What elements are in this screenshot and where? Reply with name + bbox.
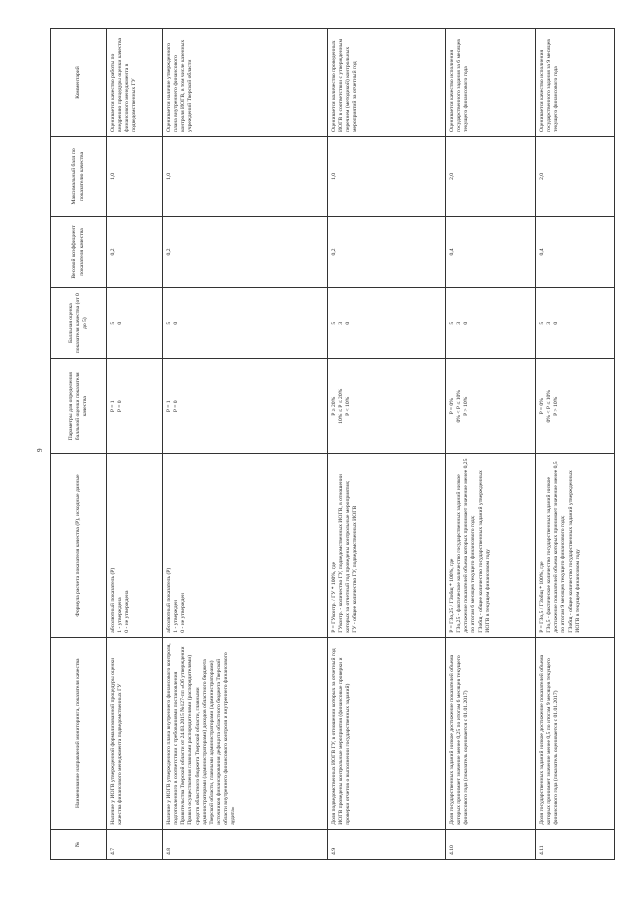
formula-text: P = ГЗо,5 / ГЗобщ * 100%, где ГЗо,5 - фактическое количество государственных заданий низкое достижение показателей объема которых принимает значение менее 0,5 по итогам 9 месяцев текущего финансового года; ГЗобщ - общее количество государственных заданий утвержденных ИОГВ в текущем финансовом году	[539, 461, 581, 633]
row-params	[163, 359, 328, 454]
formula-text: абсолютный показатель (P) 1 - утвержден 0 - не утвержден	[166, 567, 187, 633]
row-max: 1,0	[107, 136, 163, 216]
row-comment: Оценивается качество исполнения государственного задания за 9 месяцев текущего финансового года	[536, 29, 615, 137]
row-formula	[163, 454, 328, 637]
row-score	[446, 288, 536, 359]
row-name: Доля подведомственных ИОГВ ГУ, в отношении которых за отчетный год ИОГВ проведены контрольные мероприятия (финансовые проверки и проверки отчетов о выполнении государственных заданий)	[328, 637, 446, 829]
params-text: P = 0% 0% < P ≤ 10% P > 10%	[539, 390, 560, 423]
header-row	[51, 29, 107, 860]
row-num: 4.8	[163, 829, 328, 859]
row-score	[328, 288, 446, 359]
table-row	[163, 29, 328, 860]
formula-text: P = ГУконтр. / ГУ * 100%, где ГУконтр. - количество ГУ, подведомственных ИОГВ, в отношении которых за отчетный год проведены контрольные мероприятия; ГУ - общее количество ГУ, подведомственных ИОГВ	[331, 474, 359, 633]
row-weight: 0,2	[107, 216, 163, 287]
header-num: №	[51, 829, 107, 859]
header-params: Параметры для определения балльной оценки показателя качества	[51, 359, 107, 454]
score-text: 5 0	[110, 321, 124, 325]
row-num: 4.11	[536, 829, 615, 859]
header-max: Максимальный балл по показателю качества	[51, 136, 107, 216]
row-num: 4.10	[446, 829, 536, 859]
row-comment: Оценивается качество исполнения государственного задания за 6 месяцев текущего финансового года	[446, 29, 536, 137]
header-comment: Комментарий	[51, 29, 107, 137]
header-formula: Формула расчета показателя качества (P), исходные данные	[51, 454, 107, 637]
row-weight: 0,2	[328, 216, 446, 287]
row-weight: 0,2	[163, 216, 328, 287]
page-number: 9	[36, 448, 44, 452]
row-weight: 0,4	[536, 216, 615, 287]
row-max: 2,0	[446, 136, 536, 216]
header-name: Наименование направлений мониторинга, показателя качества	[51, 637, 107, 829]
row-name: Доля государственных заданий низкое достижение показателей объема которых принимает значение менее 0,25 по итогам 6 месяцев текущего финансового года (показатель оценивается с 01.01.2017)	[446, 637, 536, 829]
row-name: Доля государственных заданий низкое достижение показателей объема которых принимает значение менее 0,5 по итогам 9 месяцев текущего финансового года (показатель оценивается с 01.01.2017)	[536, 637, 615, 829]
rotated-page	[50, 28, 615, 860]
row-name: Наличие у ИОГВ утвержденной формализованной процедуры оценки качества финансового менеджмента подведомственных ГУ	[107, 637, 163, 829]
score-text: 5 3 0	[331, 321, 352, 325]
row-score	[536, 288, 615, 359]
score-text: 5 3 0	[539, 321, 560, 325]
header-weight: Весовой коэффициент показателя качества	[51, 216, 107, 287]
formula-text: абсолютный показатель (P) 1 - утверждена 0 - не утверждена	[110, 567, 131, 633]
row-num: 4.9	[328, 829, 446, 859]
row-params	[328, 359, 446, 454]
score-text: 5 3 0	[449, 321, 470, 325]
table-row	[107, 29, 163, 860]
row-formula	[107, 454, 163, 637]
row-formula	[328, 454, 446, 637]
indicators-table	[50, 28, 615, 860]
row-params	[536, 359, 615, 454]
row-comment: Оценивается наличие утвержденного плана внутреннего финансового контроля ИОГВ, в том числе казенных учреждений Тверской области	[163, 29, 328, 137]
row-max: 1,0	[163, 136, 328, 216]
row-weight: 0,4	[446, 216, 536, 287]
row-params	[107, 359, 163, 454]
header-score: Балльная оценка показателя качества (от 0 до 5)	[51, 288, 107, 359]
row-num: 4.7	[107, 829, 163, 859]
formula-text: P = ГЗо,25 / ГЗобщ * 100%, где ГЗо,25 - фактическое количество государственных заданий низкое достижение показателей объема которых принимает значение менее 0,25 по итогам 6 месяцев текущего финансового года; ГЗобщ - общее количество государственных заданий утвержденных ИОГВ в текущем финансовом году	[449, 458, 491, 633]
params-text: P = 0% 0% < P ≤ 10% P > 10%	[449, 390, 470, 423]
row-comment: Оценивается количество проведенных ИОГВ в соответствии с утвержденным перечнем (методикой) контрольных мероприятий за отчетный год	[328, 29, 446, 137]
row-score	[107, 288, 163, 359]
params-text: P = 1 P = 0	[166, 400, 180, 413]
table-row	[328, 29, 446, 860]
row-formula	[536, 454, 615, 637]
row-score	[163, 288, 328, 359]
score-text: 5 0	[166, 321, 180, 325]
row-formula	[446, 454, 536, 637]
row-max: 2,0	[536, 136, 615, 216]
table-row	[446, 29, 536, 860]
params-text: P ≥ 20% 10% ≤ P ≤ 20% P < 10%	[331, 388, 352, 424]
row-comment: Оценивается качество работы по внедрению процедуры оценки качества финансового менеджмента в подведомственных ГУ	[107, 29, 163, 137]
row-max: 1,0	[328, 136, 446, 216]
params-text: P = 1 P = 0	[110, 400, 124, 413]
table-row	[536, 29, 615, 860]
row-params	[446, 359, 536, 454]
row-name: Наличие у ИОГВ утвержденного плана внутреннего финансового контроля, подготовленного в соответствии с требованиями постановления Правительства Тверской области от 24.03.2015 №127-пп «Об утверждении Правил осуществления главными распорядителями (распорядителями) средств областного бюджета Тверской области, главными администраторами (администраторами) доходов областного бюджета Тверской области, главными администраторами (администраторами) источников финансирования дефицита областного бюджета Тверской области внутреннего финансового контроля и внутреннего финансового аудита»	[163, 637, 328, 829]
